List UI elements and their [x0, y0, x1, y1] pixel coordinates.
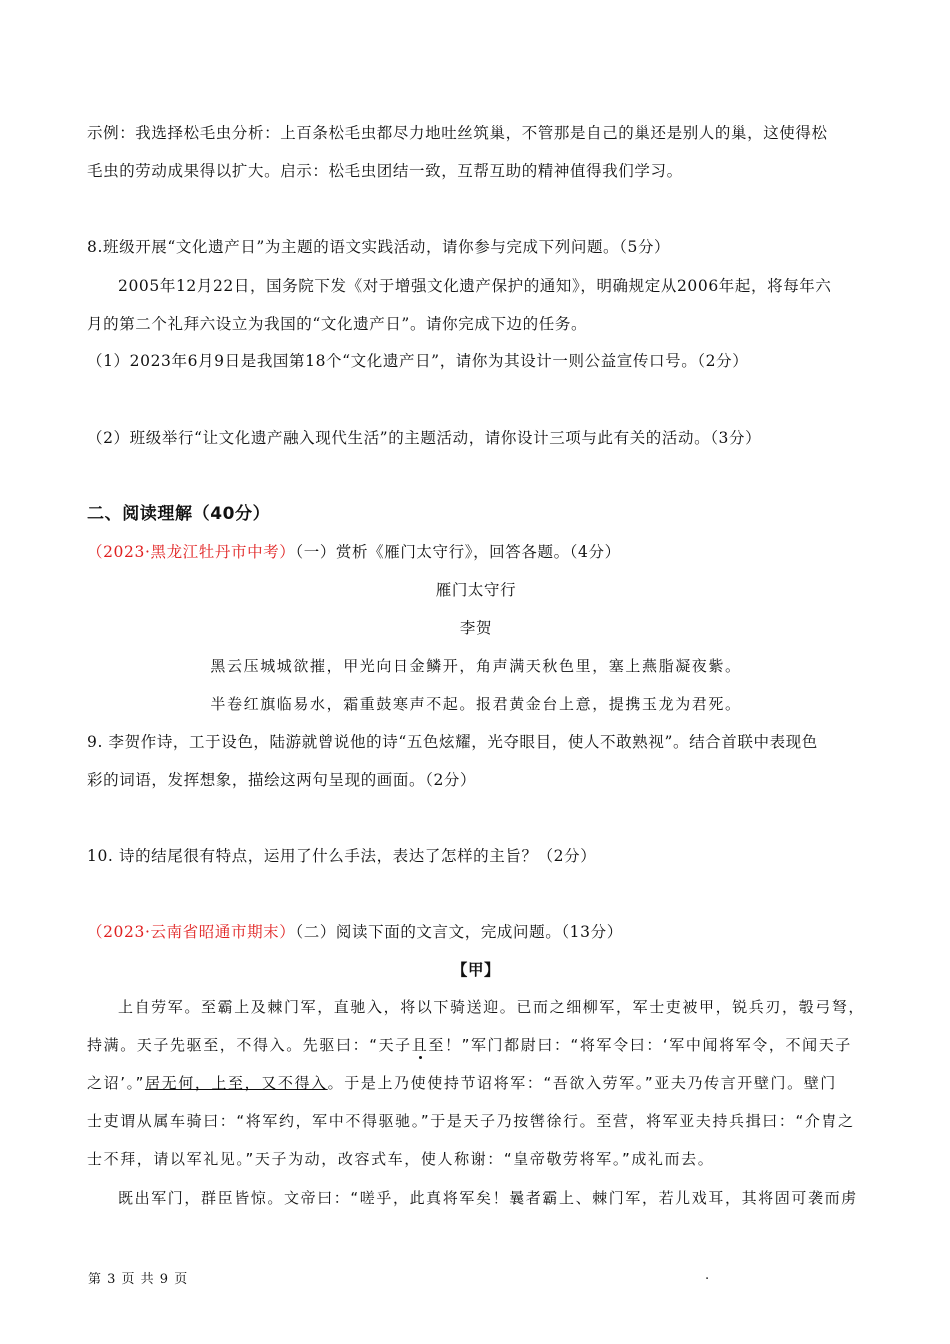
- question-8-subquestion-2: （2）班级举行“让文化遗产融入现代生活”的主题活动，请你设计三项与此有关的活动。（3分）: [87, 429, 762, 447]
- poem-author: 李贺: [459, 619, 493, 637]
- classical-line-3-start: 之诏’。”: [87, 1074, 146, 1092]
- question-10: 10. 诗的结尾很有特点，运用了什么手法，表达了怎样的主旨？（2分）: [87, 847, 597, 865]
- classical-line-1: 上自劳军。至霸上及棘门军，直驰入，将以下骑送迎。已而之细柳军，军士吏被甲，锐兵刃，彀弓弩，: [118, 998, 866, 1016]
- part-2-intro: [87, 922, 865, 942]
- question-8-title: 8.班级开展“文化遗产日”为主题的语文实践活动，请你参与完成下列问题。（5分）: [87, 238, 671, 256]
- example-line-1: 示例：我选择松毛虫分析：上百条松毛虫都尽力地吐丝筑巢，不管那是自己的巢还是别人的巢，这使得松: [87, 124, 828, 142]
- jia-label: 【甲】: [451, 960, 501, 979]
- classical-line-3: [87, 1073, 865, 1093]
- part-2-text: （二）阅读下面的文言文，完成问题。（13分）: [295, 923, 623, 941]
- poem-title: 雁门太守行: [435, 581, 517, 599]
- part-1-source: （2023·黑龙江牡丹市中考）: [87, 543, 296, 561]
- question-9-line-2: 彩的词语，发挥想象，描绘这两句呈现的画面。（2分）: [87, 771, 477, 789]
- part-1-text: （一）赏析《雁门太守行》，回答各题。（4分）: [295, 543, 621, 561]
- example-line-2: 毛虫的劳动成果得以扩大。启示：松毛虫团结一致，互帮互助的精神值得我们学习。: [87, 162, 683, 180]
- poem-line-1: 黑云压城城欲摧，甲光向日金鳞开，角声满天秋色里，塞上燕脂凝夜紫。: [210, 657, 742, 675]
- classical-line-4: 士吏谓从属车骑曰：“将军约，军中不得驱驰。”于是天子乃按辔徐行。至营，将军亚夫持兵揖曰：“介胄之: [87, 1112, 855, 1130]
- emphasis-dot-char: 且: [411, 1036, 429, 1054]
- underlined-sentence: 居无何，上至，又不得入: [145, 1074, 328, 1092]
- classical-line-2: [87, 1035, 865, 1055]
- classical-line-3-end: 。于是上乃使使持节诏将军：“吾欲入劳军。”亚夫乃传言开壁门。壁门: [327, 1074, 837, 1092]
- classical-line-5: 士不拜，请以军礼见。”天子为动，改容式车，使人称谢：“皇帝敬劳将军。”成礼而去。: [87, 1150, 715, 1168]
- section-2-heading: 二、阅读理解（40分）: [87, 504, 271, 524]
- question-8-subquestion-1: （1）2023年6月9日是我国第18个“文化遗产日”，请你为其设计一则公益宣传口号。（2分）: [87, 352, 749, 370]
- page-number: 第 3 页 共 9 页: [88, 1272, 189, 1287]
- part-2-source: （2023·云南省昭通市期末）: [87, 923, 296, 941]
- classical-line-6: 既出军门，群臣皆惊。文帝曰：“嗟乎，此真将军矣！曩者霸上、棘门军，若儿戏耳，其将固可袭而虏: [118, 1189, 858, 1207]
- classical-line-2-end: 至！”军门都尉曰：“将军令曰：‘军中闻将军令，不闻天子: [428, 1036, 852, 1054]
- part-1-intro: [87, 542, 865, 562]
- footer-mark: .: [705, 1268, 711, 1283]
- classical-line-2-start: 持满。天子先驱至，不得入。先驱曰：“天子: [87, 1036, 412, 1054]
- poem-line-2: 半卷红旗临易水，霜重鼓寒声不起。报君黄金台上意，提携玉龙为君死。: [210, 695, 742, 713]
- question-8-paragraph-line-2: 月的第二个礼拜六设立为我国的“文化遗产日”。请你完成下边的任务。: [87, 315, 588, 333]
- question-8-paragraph-line-1: 2005年12月22日，国务院下发《对于增强文化遗产保护的通知》，明确规定从2006年起，将每年六: [118, 277, 832, 295]
- question-9-line-1: 9. 李贺作诗，工于设色，陆游就曾说他的诗“五色炫耀，光夺眼目，使人不敢熟视”。结合首联中表现色: [87, 733, 818, 751]
